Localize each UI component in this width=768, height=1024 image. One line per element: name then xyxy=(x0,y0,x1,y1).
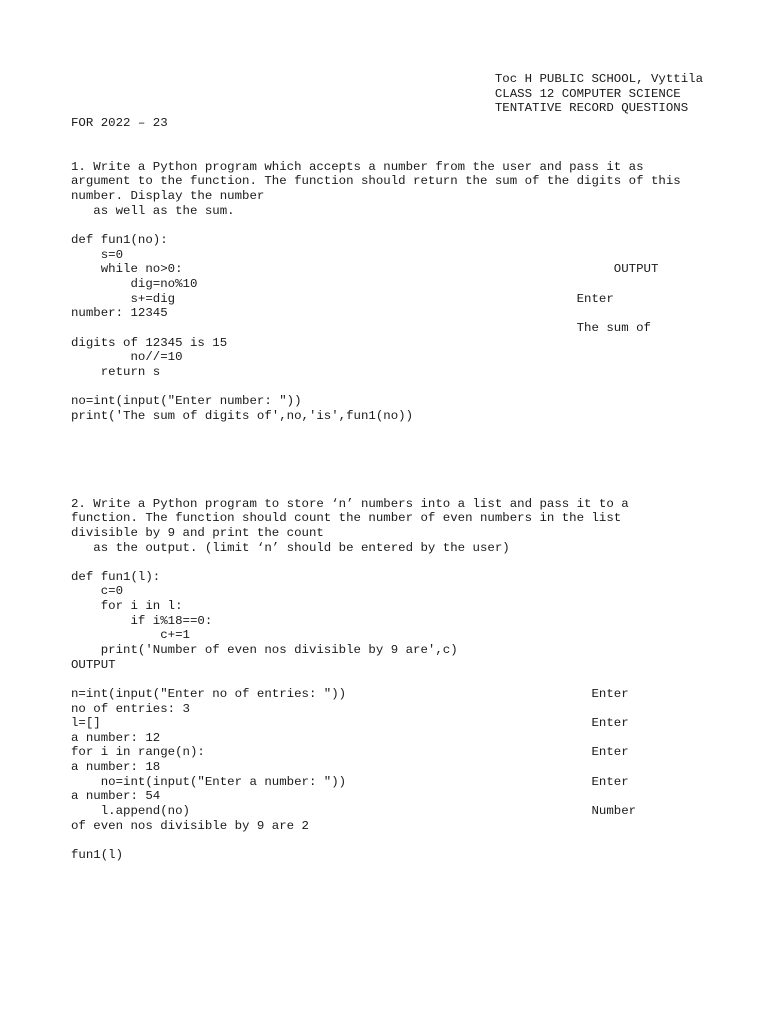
document-line: no=int(input("Enter a number: ")) Enter xyxy=(71,774,629,789)
document-line xyxy=(71,131,731,146)
document-line: TENTATIVE RECORD QUESTIONS xyxy=(71,101,689,116)
document-line xyxy=(71,379,731,394)
document-line: def fun1(l): xyxy=(71,569,161,584)
document-line xyxy=(71,467,731,482)
document-line: as well as the sum. xyxy=(71,203,235,218)
document-line: if i%18==0: xyxy=(71,613,213,628)
document-line: a number: 18 xyxy=(71,760,161,775)
document-line: no//=10 xyxy=(71,350,183,365)
document-line: c=0 xyxy=(71,584,124,599)
document-line: while no>0: OUTPUT xyxy=(71,262,659,277)
document-line: for i in range(n): Enter xyxy=(71,745,629,760)
document-line: number. Display the number xyxy=(71,189,265,204)
document-line xyxy=(71,423,731,438)
document-line: c+=1 xyxy=(71,628,190,643)
document-line: a number: 12 xyxy=(71,730,161,745)
document-line: no=int(input("Enter number: ")) xyxy=(71,394,302,409)
document-line: l.append(no) Number xyxy=(71,804,637,819)
document-line: n=int(input("Enter no of entries: ")) Enter xyxy=(71,686,629,701)
document-line: print('Number of even nos divisible by 9 are',c) xyxy=(71,642,458,657)
document-line: return s xyxy=(71,364,161,379)
document-line: s=0 xyxy=(71,247,124,262)
document-line: a number: 54 xyxy=(71,789,161,804)
document-line: argument to the function. The function should return the sum of the digits of this xyxy=(71,174,681,189)
document-line: divisible by 9 and print the count xyxy=(71,525,324,540)
document-line: digits of 12345 is 15 xyxy=(71,335,228,350)
document-line: CLASS 12 COMPUTER SCIENCE xyxy=(71,86,681,101)
document-line: dig=no%10 xyxy=(71,276,198,291)
document-line: The sum of xyxy=(71,320,651,335)
document-line xyxy=(71,218,731,233)
document-line: s+=dig Enter xyxy=(71,291,614,306)
document-line: no of entries: 3 xyxy=(71,701,190,716)
document-line: 1. Write a Python program which accepts a number from the user and pass it as xyxy=(71,159,644,174)
document-line xyxy=(71,672,731,687)
document-line: def fun1(no): xyxy=(71,233,168,248)
document-line: l=[] Enter xyxy=(71,716,629,731)
document-line: of even nos divisible by 9 are 2 xyxy=(71,818,309,833)
document-line xyxy=(71,833,731,848)
document-line xyxy=(71,145,731,160)
document-line: print('The sum of digits of',no,'is',fun1(no)) xyxy=(71,408,414,423)
document-line xyxy=(71,555,731,570)
document-line: FOR 2022 – 23 xyxy=(71,115,168,130)
document-line: fun1(l) xyxy=(71,847,124,862)
document-line: for i in l: xyxy=(71,599,183,614)
document-body xyxy=(71,72,731,863)
document-line: as the output. (limit ‘n’ should be entered by the user) xyxy=(71,540,510,555)
document-line: Toc H PUBLIC SCHOOL, Vyttila xyxy=(71,72,704,86)
document-line: function. The function should count the number of even numbers in the list xyxy=(71,511,622,526)
document-line: 2. Write a Python program to store ‘n’ numbers into a list and pass it to a xyxy=(71,496,629,511)
document-line xyxy=(71,482,731,497)
document-line xyxy=(71,453,731,468)
document-line: number: 12345 xyxy=(71,306,168,321)
document-line: OUTPUT xyxy=(71,657,116,672)
document-line xyxy=(71,438,731,453)
